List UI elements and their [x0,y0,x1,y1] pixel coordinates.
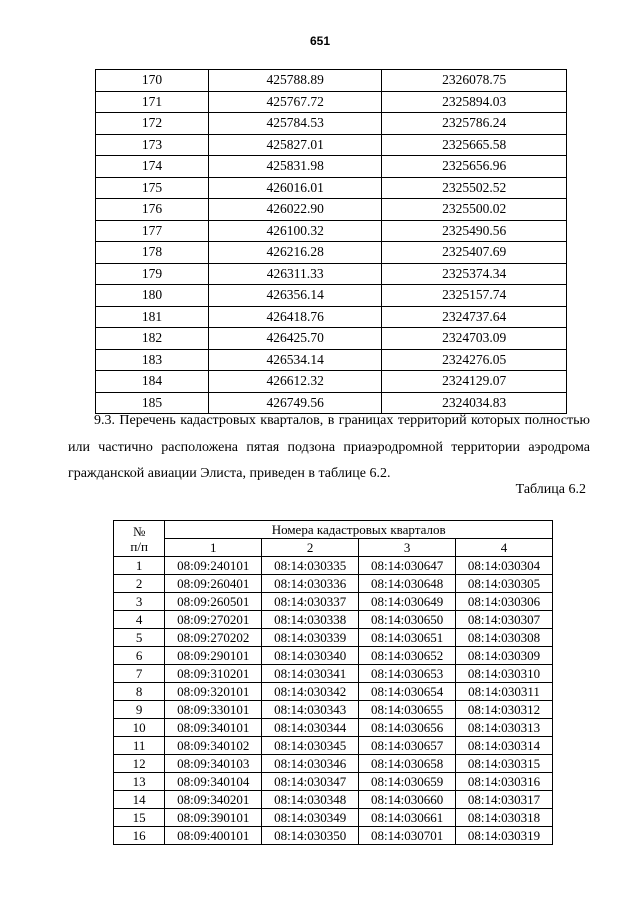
row-number-cell: 13 [114,773,165,791]
table-row [96,371,567,393]
page-number: 651 [309,34,331,48]
cadastral-quarter-cell: 08:09:240101 [165,557,262,575]
y-coordinate-cell: 2325500.02 [382,199,567,221]
section-9-3-paragraph: 9.3. Перечень кадастровых кварталов, в границах территорий которых полностью или частично расположена пятая подзона приаэродромной территории аэродрома гражданской авиации Элиста, приведен в таблице 6.2. [68,413,590,481]
row-number-cell: 2 [114,575,165,593]
cadastral-quarter-cell: 08:14:030649 [359,593,456,611]
table-row [96,220,567,242]
cadastral-quarter-cell: 08:14:030658 [359,755,456,773]
point-number-cell: 183 [96,349,209,371]
point-number-cell: 178 [96,242,209,264]
cadastral-quarters-table [113,520,553,845]
header-row [114,521,553,539]
x-coordinate-cell: 426418.76 [208,306,382,328]
cadastral-quarter-cell: 08:09:270201 [165,611,262,629]
header-col-1: 1 [165,539,262,557]
x-coordinate-cell: 426216.28 [208,242,382,264]
header-number-cell [114,521,165,557]
table-row [96,263,567,285]
cadastral-quarter-cell: 08:09:340102 [165,737,262,755]
cadastral-quarter-cell: 08:09:340201 [165,791,262,809]
table-row [96,91,567,113]
cadastral-quarter-cell: 08:14:030346 [262,755,359,773]
table-caption: Таблица 6.2 [515,482,586,497]
table-row [96,349,567,371]
cadastral-quarter-cell: 08:09:320101 [165,683,262,701]
cadastral-table-body [114,557,553,845]
cadastral-quarter-cell: 08:14:030647 [359,557,456,575]
table-row [114,719,553,737]
row-number-cell: 10 [114,719,165,737]
cadastral-quarter-cell: 08:14:030311 [456,683,553,701]
y-coordinate-cell: 2325407.69 [382,242,567,264]
y-coordinate-cell: 2326078.75 [382,70,567,92]
table-row [114,773,553,791]
table-row [96,199,567,221]
cadastral-quarter-cell: 08:14:030339 [262,629,359,647]
table-row [114,827,553,845]
x-coordinate-cell: 426356.14 [208,285,382,307]
cadastral-quarter-cell: 08:14:030307 [456,611,553,629]
cadastral-quarter-cell: 08:14:030335 [262,557,359,575]
cadastral-quarter-cell: 08:14:030347 [262,773,359,791]
x-coordinate-cell: 426425.70 [208,328,382,350]
cadastral-quarter-cell: 08:09:260501 [165,593,262,611]
table-row [96,156,567,178]
cadastral-quarter-cell: 08:14:030344 [262,719,359,737]
point-number-cell: 177 [96,220,209,242]
cadastral-quarter-cell: 08:14:030648 [359,575,456,593]
header-col-4: 4 [456,539,553,557]
cadastral-quarter-cell: 08:14:030350 [262,827,359,845]
y-coordinate-cell: 2325490.56 [382,220,567,242]
cadastral-quarter-cell: 08:14:030337 [262,593,359,611]
point-number-cell: 174 [96,156,209,178]
cadastral-quarter-cell: 08:14:030304 [456,557,553,575]
point-number-cell: 180 [96,285,209,307]
table-row [96,113,567,135]
cadastral-quarter-cell: 08:14:030305 [456,575,553,593]
x-coordinate-cell: 426534.14 [208,349,382,371]
cadastral-quarter-cell: 08:14:030653 [359,665,456,683]
y-coordinate-cell: 2325502.52 [382,177,567,199]
row-number-cell: 4 [114,611,165,629]
cadastral-quarter-cell: 08:14:030314 [456,737,553,755]
cadastral-quarter-cell: 08:14:030659 [359,773,456,791]
x-coordinate-cell: 426311.33 [208,263,382,285]
table-row [114,809,553,827]
table-row [114,755,553,773]
cadastral-quarter-cell: 08:09:330101 [165,701,262,719]
row-number-cell: 1 [114,557,165,575]
x-coordinate-cell: 425784.53 [208,113,382,135]
row-number-cell: 3 [114,593,165,611]
header-col-2: 2 [262,539,359,557]
table-row [114,665,553,683]
row-number-cell: 16 [114,827,165,845]
cadastral-quarter-cell: 08:14:030309 [456,647,553,665]
cadastral-quarter-cell: 08:14:030661 [359,809,456,827]
cadastral-quarter-cell: 08:14:030312 [456,701,553,719]
row-number-cell: 7 [114,665,165,683]
table-row [114,557,553,575]
cadastral-quarter-cell: 08:09:310201 [165,665,262,683]
table-row [96,177,567,199]
cadastral-quarter-cell: 08:14:030349 [262,809,359,827]
point-number-cell: 176 [96,199,209,221]
row-number-cell: 14 [114,791,165,809]
y-coordinate-cell: 2324129.07 [382,371,567,393]
cadastral-quarter-cell: 08:14:030701 [359,827,456,845]
table-row [114,647,553,665]
point-number-cell: 179 [96,263,209,285]
cadastral-quarter-cell: 08:14:030343 [262,701,359,719]
header-number-symbol: № [132,523,146,539]
coordinates-table-body [96,70,567,414]
cadastral-quarter-cell: 08:14:030654 [359,683,456,701]
cadastral-quarter-cell: 08:14:030650 [359,611,456,629]
y-coordinate-cell: 2324703.09 [382,328,567,350]
table-row [96,328,567,350]
x-coordinate-cell: 426612.32 [208,371,382,393]
point-number-cell: 181 [96,306,209,328]
point-number-cell: 170 [96,70,209,92]
row-number-cell: 6 [114,647,165,665]
row-number-cell: 8 [114,683,165,701]
row-number-cell: 5 [114,629,165,647]
table-row [114,575,553,593]
y-coordinate-cell: 2324276.05 [382,349,567,371]
point-number-cell: 173 [96,134,209,156]
x-coordinate-cell: 425827.01 [208,134,382,156]
x-coordinate-cell: 425767.72 [208,91,382,113]
cadastral-quarter-cell: 08:14:030310 [456,665,553,683]
cadastral-quarter-cell: 08:14:030318 [456,809,553,827]
cadastral-quarter-cell: 08:14:030655 [359,701,456,719]
y-coordinate-cell: 2324034.83 [382,392,567,414]
y-coordinate-cell: 2325786.24 [382,113,567,135]
row-number-cell: 15 [114,809,165,827]
cadastral-quarter-cell: 08:14:030308 [456,629,553,647]
cadastral-quarter-cell: 08:09:270202 [165,629,262,647]
header-group-title: Номера кадастровых кварталов [165,521,553,539]
x-coordinate-cell: 426022.90 [208,199,382,221]
cadastral-quarter-cell: 08:14:030342 [262,683,359,701]
x-coordinate-cell: 426749.56 [208,392,382,414]
cadastral-quarter-cell: 08:14:030651 [359,629,456,647]
cadastral-quarter-cell: 08:14:030313 [456,719,553,737]
x-coordinate-cell: 425788.89 [208,70,382,92]
header-col-3: 3 [359,539,456,557]
row-number-cell: 12 [114,755,165,773]
table-row [114,737,553,755]
cadastral-quarter-cell: 08:14:030348 [262,791,359,809]
y-coordinate-cell: 2325656.96 [382,156,567,178]
cadastral-quarter-cell: 08:14:030306 [456,593,553,611]
point-number-cell: 185 [96,392,209,414]
table-row [114,791,553,809]
cadastral-quarter-cell: 08:09:260401 [165,575,262,593]
y-coordinate-cell: 2325665.58 [382,134,567,156]
y-coordinate-cell: 2325374.34 [382,263,567,285]
x-coordinate-cell: 426016.01 [208,177,382,199]
cadastral-quarter-cell: 08:14:030660 [359,791,456,809]
cadastral-quarter-cell: 08:14:030345 [262,737,359,755]
row-number-cell: 11 [114,737,165,755]
x-coordinate-cell: 426100.32 [208,220,382,242]
table-row [114,701,553,719]
cadastral-quarter-cell: 08:14:030338 [262,611,359,629]
cadastral-quarter-cell: 08:14:030652 [359,647,456,665]
y-coordinate-cell: 2325157.74 [382,285,567,307]
cadastral-quarter-cell: 08:14:030316 [456,773,553,791]
point-number-cell: 172 [96,113,209,135]
row-number-cell: 9 [114,701,165,719]
cadastral-quarter-cell: 08:14:030656 [359,719,456,737]
cadastral-table-header [114,521,553,557]
table-row [96,70,567,92]
coordinates-table [95,69,567,414]
y-coordinate-cell: 2324737.64 [382,306,567,328]
cadastral-quarter-cell: 08:09:340103 [165,755,262,773]
x-coordinate-cell: 425831.98 [208,156,382,178]
table-row [96,134,567,156]
point-number-cell: 171 [96,91,209,113]
point-number-cell: 184 [96,371,209,393]
cadastral-quarter-cell: 08:09:390101 [165,809,262,827]
cadastral-quarter-cell: 08:14:030341 [262,665,359,683]
table-row [114,593,553,611]
table-row [114,611,553,629]
cadastral-quarter-cell: 08:09:340101 [165,719,262,737]
header-number-abbrev: п/п [130,538,148,554]
table-row [96,242,567,264]
point-number-cell: 175 [96,177,209,199]
cadastral-quarter-cell: 08:14:030336 [262,575,359,593]
cadastral-quarter-cell: 08:14:030319 [456,827,553,845]
table-row [114,683,553,701]
cadastral-quarter-cell: 08:09:290101 [165,647,262,665]
point-number-cell: 182 [96,328,209,350]
cadastral-quarter-cell: 08:14:030340 [262,647,359,665]
table-row [96,306,567,328]
header-subrow [114,539,553,557]
cadastral-quarter-cell: 08:09:340104 [165,773,262,791]
table-row [114,629,553,647]
y-coordinate-cell: 2325894.03 [382,91,567,113]
cadastral-quarter-cell: 08:14:030317 [456,791,553,809]
cadastral-quarter-cell: 08:09:400101 [165,827,262,845]
table-row [96,285,567,307]
cadastral-quarter-cell: 08:14:030315 [456,755,553,773]
cadastral-quarter-cell: 08:14:030657 [359,737,456,755]
